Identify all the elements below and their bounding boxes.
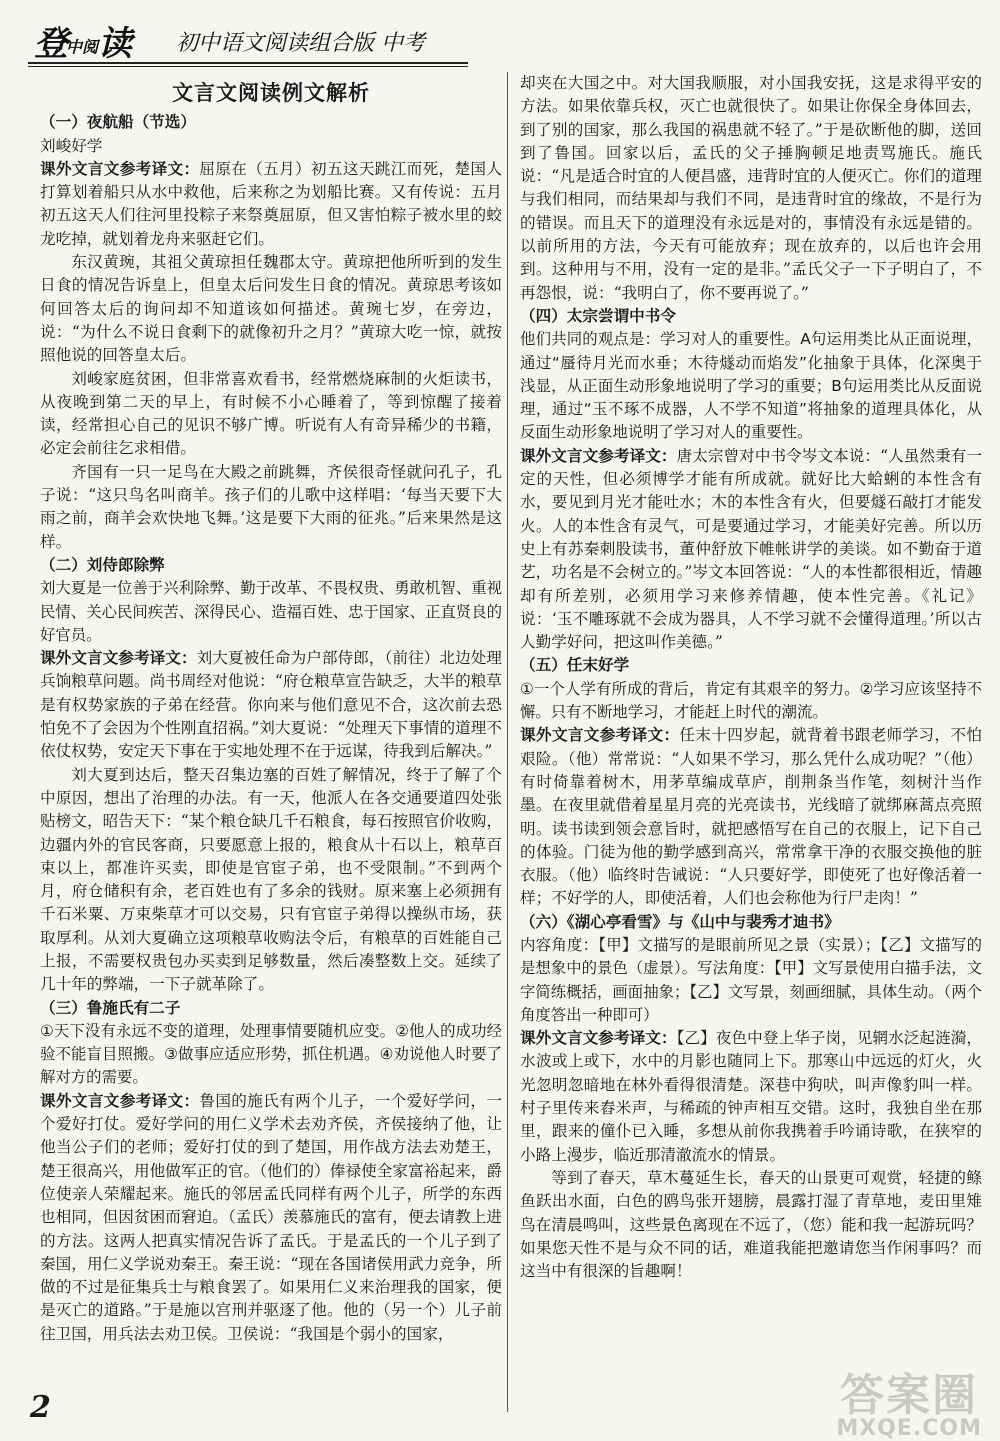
section-3-continued: 却夹在大国之中。对大国我顺服，对小国我安抚，这是求得平安的方法。如果依靠兵权，灭亡也就很快了。如果让你保全身体回去，到了别的国家，那么我国的祸患就不轻了。”于是砍断他的脚，送回到了鲁国。回家以后，孟氏的父子捶胸顿足地责骂施氏。施氏说：“凡是适合时宜的人便昌盛，违背时宜的人便灭亡。你们的道理与我们相同，而结果却与我们不同，是违背时宜的缘故，不是行为的错误。而且天下的道理没有永远是对的，事情没有永远是错的。以前所用的方法，今天有可能放弃；现在放弃的，以后也许会用到。这种用与不用，没有一定的是非。”孟氏父子一下子明白了，不再怨恨，说：“我明白了，你不要再说了。”: [520, 74, 982, 302]
left-column: [40, 70, 502, 1346]
section-2-paragraph: 刘大夏到达后，整天召集边塞的百姓了解情况，终于了解了个中原因，想出了治理的办法。有一天，他派人在各交通要道四处张贴榜文，昭告天下：“某个粮仓缺几千石粮食，每石按照官价收购，边疆内外的官民客商，只要愿意上报的，粮食从十石以上，粮草百束以上，都准许买卖，即使是官宦子弟，也不受限制。”不到两个月，府仓储积有余，老百姓也有了多余的钱财。原来塞上必须拥有千石米粟、万束柴草才可以交易，只有官宦子弟得以操纵市场，获取厚利。从刘大夏确立这项粮草收购法令后，有粮草的百姓能自己上报，不需要权贵包办买卖到足够数量，然后凑整数上交。延续了几十年的弊端，一下子就革除了。: [40, 765, 502, 994]
section-5-translation: 课外文言文参考译文：任末十四岁起，就背着书跟老师学习，不怕艰险。（他）常常说：“人如果不学习，那么凭什么成功呢？”（他）有时倚靠着树木，用茅草编成草庐，削荆条当作笔，刻树汁当作墨。在夜里就借着星星月亮的光亮读书，光线暗了就绑麻蒿点亮照明。读书读到领会意旨时，就把感悟写在自己的衣服上，记下自己的体验。门徒为他的勤学感到高兴，常常拿干净的衣服交换他的脏衣服。（他）临终时告诫说：“人只要好学，即使死了也好像活着一样；不好学的人，即使活着，人们也会称他为行尸走肉！”: [520, 726, 982, 908]
section-4-answer: 他们共同的观点是：学习对人的重要性。A句运用类比从正面说理，通过“蜃待月光而水垂；木待燧动而焰发”化抽象于具体，化深奥于浅显，从正面生动形象地说明了学习的重要；B句运用类比从反面说理，通过“玉不琢不成器，人不学不知道”将抽象的道理具体化，从反面生动形象地说明了学习对人的重要性。: [520, 330, 982, 442]
page-header: [28, 14, 968, 62]
section-heading-6: （六）《湖心亭看雪》与《山中与裴秀才迪书》: [520, 912, 840, 931]
translation-label: 课外文言文参考译文：: [520, 726, 680, 745]
column-divider: [507, 72, 508, 1412]
section-3-translation: 课外文言文参考译文：鲁国的施氏有两个儿子，一个爱好学问，一个爱好打仗。爱好学问的用仁义学术去劝齐侯，齐侯接纳了他，让他当公子们的老师；爱好打仗的到了楚国，用作战方法去劝楚王，楚王很高兴，用他做军正的官。（他们的）俸禄使全家富裕起来，爵位使亲人荣耀起来。施氏的邻居孟氏同样有两个儿子，所学的东西也相同，但因贫困而窘迫。（孟氏）羡慕施氏的富有，便去请教上进的方法。这两人把真实情况告诉了孟氏。于是孟氏的一个儿子到了秦国，用仁义学说劝秦王。秦王说：“现在各国诸侯用武力竞争，所做的不过是征集兵士与粮食罢了。如果用仁义来治理我的国家，便是灭亡的道路。”于是施以宫刑并驱逐了他。他的（另一个）儿子前往卫国，用兵法去劝卫侯。卫侯说：“我国是个弱小的国家，: [40, 1091, 502, 1343]
section-2-translation: 课外文言文参考译文：刘大夏被任命为户部侍郎，（前往）北边处理兵饷粮草问题。尚书周经对他说：“府仓粮草宣告缺乏，大半的粮草是有权势家族的子弟在经营。你向来与他们意见不合，这次前去恐怕免不了会因为个性刚直招祸。”刘大夏说：“处理天下事情的道理不依仗权势，安定天下事在于实地处理不在于远谋，待我到后解决。”: [40, 649, 502, 761]
section-6-paragraph: 等到了春天，草木蔓延生长，春天的山景更可观赏，轻捷的鲦鱼跃出水面，白色的鸥鸟张开翅膀，晨露打湿了青草地，麦田里雉鸟在清晨鸣叫，这些景色离现在不远了，（您）能和我一起游玩吗？如果您天性不是与众不同的话，难道我能把邀请您当作闲事吗？而这当中有很深的旨趣啊！: [520, 1168, 982, 1281]
section-heading-3: （三）鲁施氏有二子: [40, 998, 181, 1017]
section-1-paragraph: 刘峻家庭贫困，但非常喜欢看书，经常燃烧麻制的火炬读书，从夜晚到第二天的早上，有时候不小心睡着了，等到惊醒了接着读，经常担心自己的见识不够广博。听说有人有奇异稀少的书籍，必定会前往乞求相借。: [40, 369, 502, 458]
section-4-translation: 课外文言文参考译文：唐太宗曾对中书令岑文本说：“人虽然秉有一定的天性，但必须博学才能有所成就。就好比大蛤蜊的本性含有水，要见到月光才能吐水；木的本性含有火，但要燧石敲打才能发火。人的本性含有灵气，可是要通过学习，才能美好完善。所以历史上有苏秦刺股读书，董仲舒放下帷帐讲学的美谈。如不勤奋于道艺，功名是不会树立的。”岑文本回答说：“人的本性都很相近，情趣却有所差别，必须用学习来修养情趣，使本性完善。《礼记》说：‘玉不雕琢就不会成为器具，人不学习就不会懂得道理。’所以古人勤学好问，把这叫作美德。”: [520, 446, 982, 652]
section-6-answer: 内容角度：【甲】文描写的是眼前所见之景（实景）；【乙】文描写的是想象中的景色（虚景）。写法角度：【甲】文写景使用白描手法，文字简练概括，画面抽象；【乙】文写景，刻画细腻，具体生动。（两个角度答出一种即可）: [520, 935, 982, 1024]
section-2-answer: 刘大夏是一位善于兴利除弊、勤于改革、不畏权贵、勇敢机智、重视民情、关心民间疾苦、深得民心、造福百姓、忠于国家、正直贤良的好官员。: [40, 579, 502, 644]
page-title: 文言文阅读例文解析: [172, 81, 370, 105]
section-1-answer: 刘峻好学: [40, 136, 103, 155]
translation-label: 课外文言文参考译文：: [40, 159, 200, 178]
translation-label: 课外文言文参考译文：: [40, 649, 197, 668]
section-1-paragraph: 东汉黄琬，其祖父黄琼担任魏郡太守。黄琼把他所听到的发生日食的情况告诉皇上，但皇太后问发生日食的情况。黄琼思考该如何回答太后的询问却不知道该如何描述。黄琬七岁，在旁边，说：“为什么不说日食剩下的就像初升之月？”黄琼大吃一惊，就按照他说的回答皇太后。: [40, 253, 502, 365]
translation-label: 课外文言文参考译文：: [40, 1091, 200, 1110]
section-heading-2: （二）刘侍郎除弊: [40, 555, 165, 574]
section-1-paragraph: 齐国有一只一足鸟在大殿之前跳舞，齐侯很奇怪就问孔子，孔子说：“这只鸟名叫商羊。孩子们的儿歌中这样唱：‘每当天要下大雨之前，商羊会欢快地飞舞。’这是要下大雨的征兆。”后来果然是这样。: [40, 462, 502, 551]
right-column: [520, 72, 982, 1283]
translation-label: 课外文言文参考译文：: [520, 446, 677, 465]
header-rule: [28, 62, 468, 67]
translation-label: 课外文言文参考译文：: [520, 1029, 677, 1048]
section-6-translation: 课外文言文参考译文：【乙】夜色中登上华子岗，见辋水泛起涟漪，水波或上或下，水中的月影也随同上下。那寒山中远远的灯火，火光忽明忽暗地在林外看得很清楚。深巷中狗吠，叫声像豹叫一样。村子里传来舂米声，与稀疏的钟声相互交错。这时，我独自坐在那里，跟来的僮仆已入睡，多想从前你我携着手吟诵诗歌，在狭窄的小路上漫步，临近那清澈流水的情景。: [520, 1029, 982, 1164]
section-5-answer: ①一个人学有所成的背后，肯定有其艰辛的努力。②学习应该坚持不懈。只有不断地学习，才能赶上时代的潮流。: [520, 679, 982, 722]
page-number: 2: [30, 1390, 51, 1425]
book-title: 初中语文阅读组合版 中考: [176, 31, 425, 56]
section-1-translation: 课外文言文参考译文：屈原在（五月）初五这天跳江而死，楚国人打算划着船只从水中救他，后来称之为划船比赛。又有传说：五月初五这天人们往河里投粽子来祭奠屈原，但又害怕粽子被水里的蛟龙吃掉，就划着龙舟来驱赶它们。: [40, 159, 502, 248]
section-heading-4: （四）太宗尝谓中书令: [520, 306, 676, 325]
logo: 登中阅读: [34, 24, 131, 64]
watermark-logo: 答案圈 MXQE.COM: [836, 1370, 982, 1441]
section-heading-1: （一）夜航船（节选）: [40, 113, 196, 132]
section-3-answer: ①天下没有永远不变的道理，处理事情要随机应变。②他人的成功经验不能盲目照搬。③做事应适应形势，抓住机遇。④劝说他人时要了解对方的需要。: [40, 1021, 502, 1087]
section-heading-5: （五）任末好学: [520, 656, 630, 675]
